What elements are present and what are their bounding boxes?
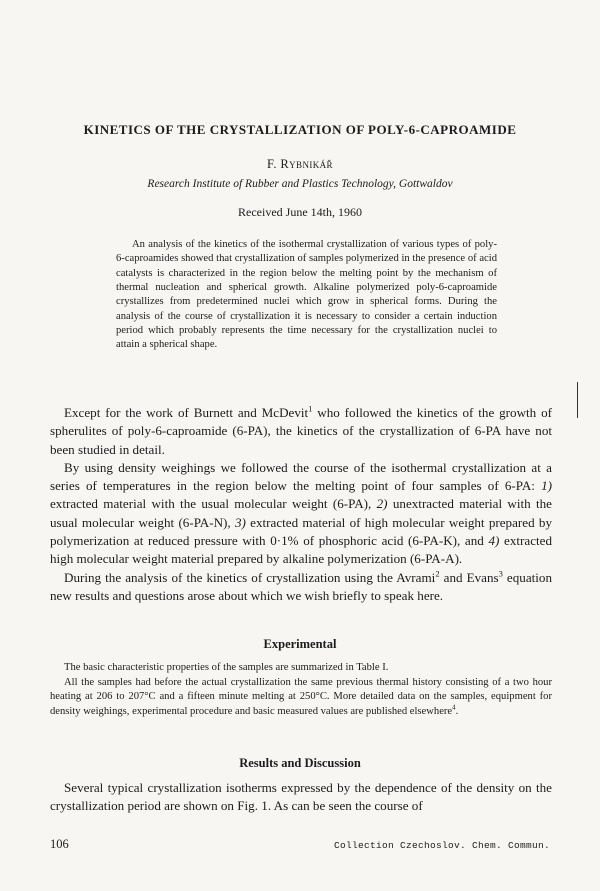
margin-mark <box>577 382 578 418</box>
intro-paragraph-3: During the analysis of the kinetics of crystallization using the Avrami$^2$ and Evans$^3$ equation new results and questions arose about which we wish briefly to speak here. <box>50 568 553 603</box>
journal-name: Collection Czechoslov. Chem. Commun. <box>333 840 550 851</box>
experimental-paragraph-2: All the samples had before the actual crystallization the same previous thermal history consisting of a two hour heating at 206 to 207°C and a fifteen minute melting at 250°C. More detailed data on the samples, equipment for density weighings, experimental procedure and basic measured values are published elsewhere$^4$. <box>50 676 552 717</box>
reference-mark: 1 <box>308 403 313 414</box>
results-section <box>50 779 552 816</box>
author-affiliation: Research Institute of Rubber and Plastics Technology, Gottwaldov <box>147 178 453 190</box>
intro-paragraph-2: By using density weighings we followed the course of the isothermal crystallization at a series of temperatures in the region below the melting point of four samples of 6-PA: 1) extracted material with the usual molecular weight (6-PA), 2) unextracted material with the usual molecular weight (6-PA-N), 3) extracted material of high molecular weight prepared by polymerization at reduced pressure with 0·1% of phosphoric acid (6-PA-K), and 4) extracted high molecular weight material prepared by alkaline polymerization (6-PA-A). <box>50 459 553 567</box>
section-heading-experimental: Experimental <box>263 637 337 651</box>
experimental-section <box>50 661 552 719</box>
page-number: 106 <box>50 837 69 851</box>
results-paragraph-1: Several typical crystallization isotherms expressed by the dependence of the density on the crystallization period are shown on Fig. 1. As can be seen the course of <box>50 780 552 814</box>
reference-mark: 4 <box>452 704 456 712</box>
list-number: 3) <box>234 514 246 530</box>
received-date: Received June 14th, 1960 <box>238 205 362 219</box>
reference-mark: 2 <box>435 568 440 579</box>
author-name: F. Rybnikář <box>267 157 333 171</box>
intro-paragraph-1: Except for the work of Burnett and McDevit$^1$ who followed the kinetics of the growth of spherulites of poly-6-caproamide (6-PA), the kinetics of the crystallization of 6-PA have not been studied in detail. <box>50 403 552 457</box>
list-number: 4) <box>488 533 500 549</box>
paper-title: KINETICS OF THE CRYSTALLIZATION OF POLY-6-CAPROAMIDE <box>83 122 517 137</box>
section-heading-results: Results and Discussion <box>239 756 361 770</box>
reference-mark: 3 <box>498 568 503 579</box>
experimental-paragraph-1: The basic characteristic properties of the samples are summarized in Table I. <box>64 662 389 673</box>
abstract: An analysis of the kinetics of the isothermal crystallization of various types of poly-6-caproamides showed that crystallization of samples polymerized in the presence of acid catalysts is characterized in the region below the melting point by the mechanism of thermal nucleation and spherical growth. Alkaline polymerized poly-6-caproamide crystallizes from predetermined nuclei which grow in spherical forms. During the analysis of the course of crystallization it is necessary to consider a certain induction period which probably represents the time necessary for the crystallization nuclei to attain a spherical shape. <box>116 239 497 351</box>
list-number: 2) <box>376 496 388 512</box>
list-number: 1) <box>541 478 552 494</box>
introduction <box>50 404 552 605</box>
